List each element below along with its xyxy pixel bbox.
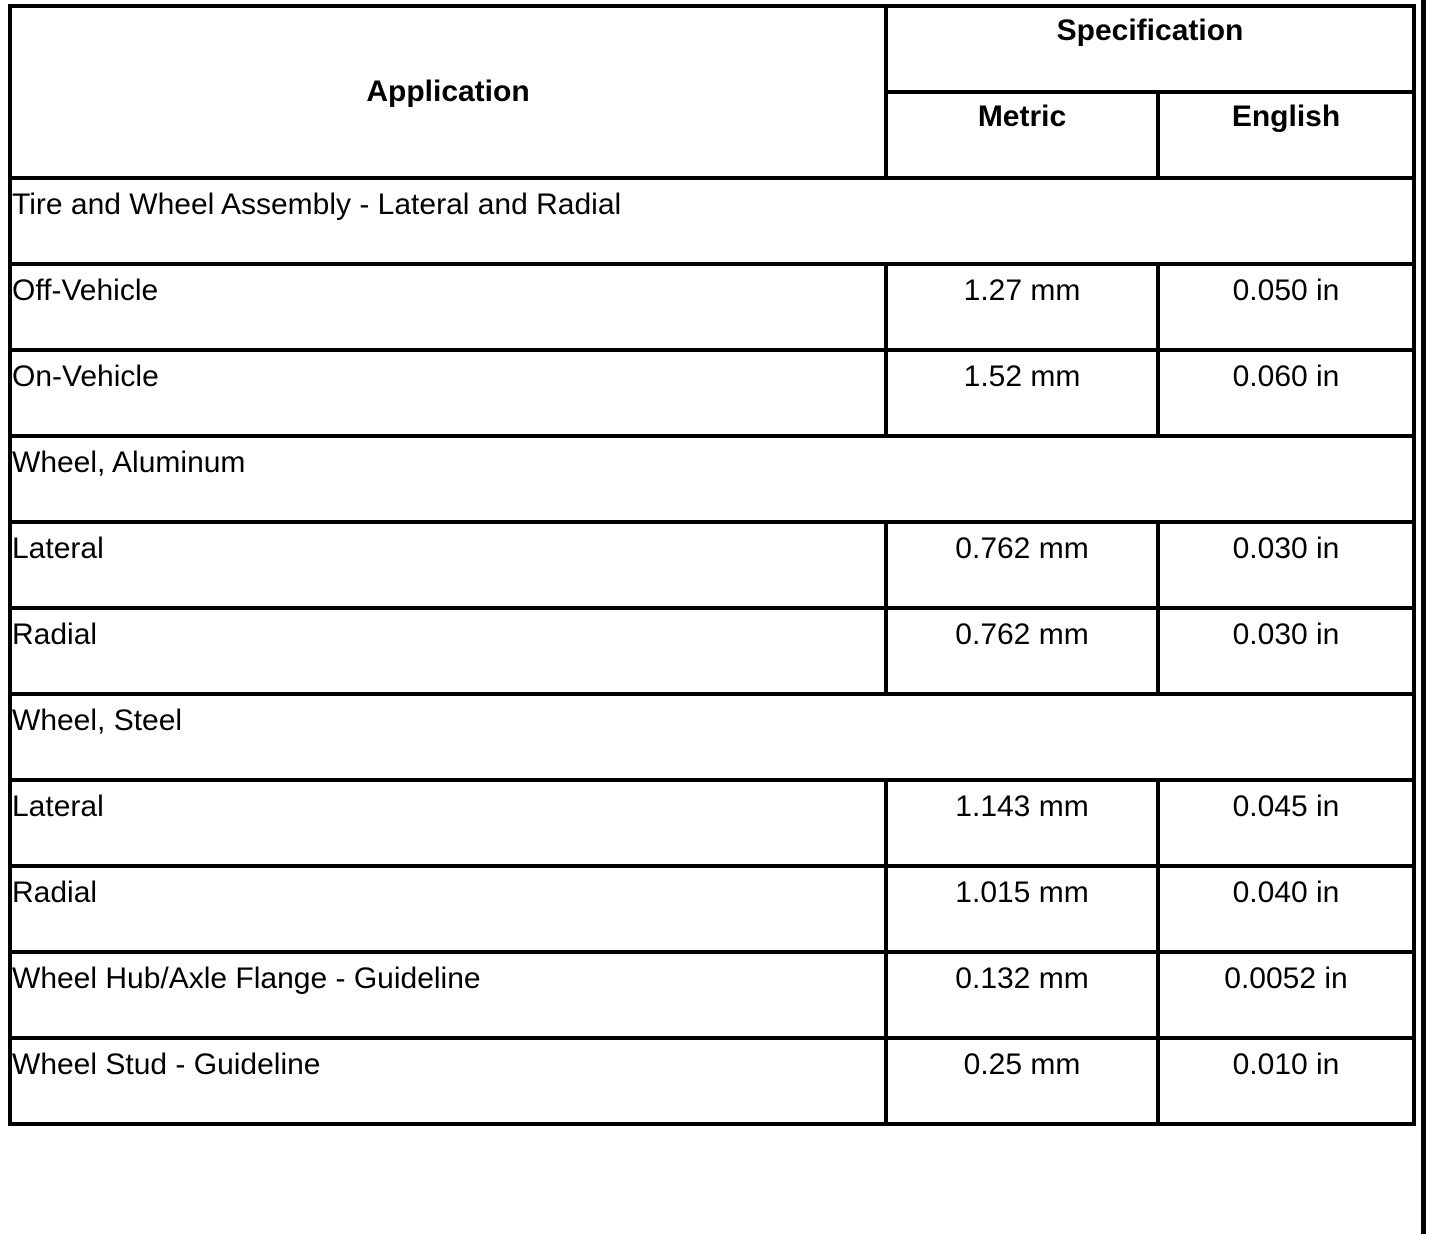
- group-row: [10, 178, 1414, 264]
- english-value: 0.030 in: [1158, 522, 1414, 608]
- table-row: [10, 780, 1414, 866]
- metric-value: 0.762 mm: [886, 608, 1158, 694]
- header-metric: Metric: [886, 92, 1158, 178]
- english-value: 0.010 in: [1158, 1038, 1414, 1124]
- row-label: Lateral: [10, 780, 886, 866]
- row-label: Lateral: [10, 522, 886, 608]
- english-value: 0.050 in: [1158, 264, 1414, 350]
- header-english: English: [1158, 92, 1414, 178]
- row-label: Wheel Hub/Axle Flange - Guideline: [10, 952, 886, 1038]
- table-row: [10, 350, 1414, 436]
- metric-value: 1.27 mm: [886, 264, 1158, 350]
- table-row: [10, 522, 1414, 608]
- row-label: Wheel Stud - Guideline: [10, 1038, 886, 1124]
- right-edge-rule: [1421, 0, 1426, 1234]
- metric-value: 0.132 mm: [886, 952, 1158, 1038]
- metric-value: 0.762 mm: [886, 522, 1158, 608]
- table-row: [10, 866, 1414, 952]
- metric-value: 1.143 mm: [886, 780, 1158, 866]
- row-label: Radial: [10, 608, 886, 694]
- group-label: Tire and Wheel Assembly - Lateral and Radial: [10, 178, 1414, 264]
- table-row: [10, 952, 1414, 1038]
- english-value: 0.0052 in: [1158, 952, 1414, 1038]
- group-row: [10, 694, 1414, 780]
- metric-value: 1.52 mm: [886, 350, 1158, 436]
- row-label: On-Vehicle: [10, 350, 886, 436]
- group-label: Wheel, Aluminum: [10, 436, 1414, 522]
- english-value: 0.030 in: [1158, 608, 1414, 694]
- table-row: [10, 608, 1414, 694]
- english-value: 0.040 in: [1158, 866, 1414, 952]
- header-row-top: [10, 6, 1414, 92]
- group-label: Wheel, Steel: [10, 694, 1414, 780]
- english-value: 0.045 in: [1158, 780, 1414, 866]
- table-row: [10, 264, 1414, 350]
- header-specification: Specification: [886, 6, 1414, 92]
- metric-value: 0.25 mm: [886, 1038, 1158, 1124]
- row-label: Off-Vehicle: [10, 264, 886, 350]
- runout-specification-table: [8, 4, 1416, 1126]
- table-row: [10, 1038, 1414, 1124]
- metric-value: 1.015 mm: [886, 866, 1158, 952]
- english-value: 0.060 in: [1158, 350, 1414, 436]
- header-application: Application: [10, 6, 886, 178]
- group-row: [10, 436, 1414, 522]
- row-label: Radial: [10, 866, 886, 952]
